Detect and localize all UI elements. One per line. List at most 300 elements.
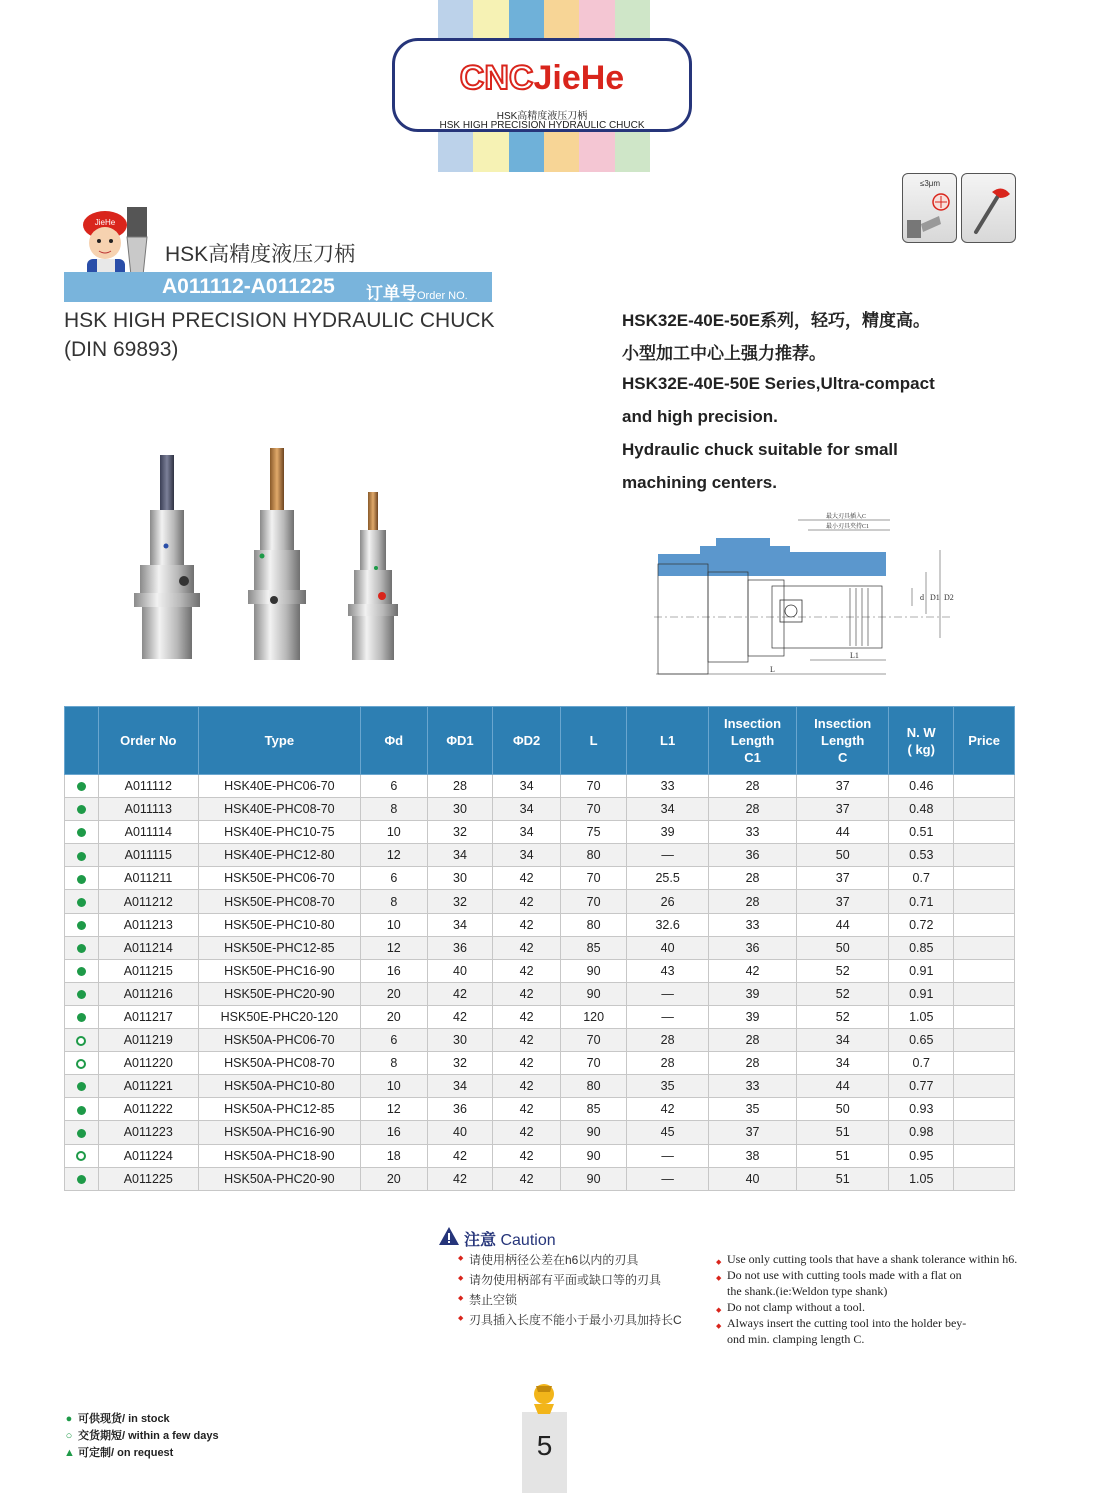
table-cell: HSK50A-PHC10-80 <box>198 1075 360 1098</box>
table-cell: 34 <box>427 913 493 936</box>
description-cn-line2: 小型加工中心上强力推荐。 <box>622 344 826 363</box>
table-cell: 39 <box>708 982 796 1005</box>
header-line: Length <box>730 733 775 748</box>
table-cell: 34 <box>493 775 561 798</box>
table-cell: A011112 <box>98 775 198 798</box>
table-cell: 25.5 <box>627 867 708 890</box>
caution-list-en <box>716 1251 1026 1347</box>
table-row <box>65 1005 1015 1028</box>
table-row <box>65 936 1015 959</box>
page-title-en: HSK HIGH PRECISION HYDRAULIC CHUCK <box>64 309 495 332</box>
description-en-line1: HSK32E-40E-50E Series,Ultra-compact <box>622 374 935 393</box>
table-cell: 35 <box>708 1098 796 1121</box>
description-en-line2: and high precision. <box>622 407 778 426</box>
table-cell: 0.46 <box>889 775 954 798</box>
table-cell: 50 <box>797 1098 889 1121</box>
table-cell: HSK50E-PHC08-70 <box>198 890 360 913</box>
stock-status-cell <box>65 1052 99 1075</box>
legend-few-days: ○ 交货期短/ within a few days <box>65 1430 219 1442</box>
table-cell: 30 <box>427 798 493 821</box>
table-cell <box>954 867 1015 890</box>
table-cell: 44 <box>797 821 889 844</box>
table-cell: 0.48 <box>889 798 954 821</box>
table-cell: 90 <box>560 959 627 982</box>
table-cell: 52 <box>797 982 889 1005</box>
table-cell <box>954 844 1015 867</box>
table-row <box>65 1052 1015 1075</box>
table-cell <box>954 1144 1015 1167</box>
table-cell: 85 <box>560 1098 627 1121</box>
caution-item-en: the shank.(ie:Weldon type shank) <box>727 1284 888 1298</box>
table-cell <box>954 890 1015 913</box>
table-cell: 30 <box>427 867 493 890</box>
table-cell: 39 <box>708 1005 796 1028</box>
table-cell: HSK50E-PHC16-90 <box>198 959 360 982</box>
caution-item-cn: ◆ 请使用柄径公差在h6以内的刃具 <box>458 1251 682 1271</box>
table-cell: 34 <box>493 798 561 821</box>
table-cell: 34 <box>427 844 493 867</box>
label-L: L <box>770 665 775 674</box>
caution-title-en: Caution <box>500 1232 556 1249</box>
table-cell <box>954 1052 1015 1075</box>
column-header: L <box>560 707 627 775</box>
table-cell: A011223 <box>98 1121 198 1144</box>
table-row <box>65 1098 1015 1121</box>
table-cell: 33 <box>708 1075 796 1098</box>
table-cell: 6 <box>360 867 427 890</box>
table-cell: A011220 <box>98 1052 198 1075</box>
table-cell: 42 <box>493 1029 561 1052</box>
table-cell: A011224 <box>98 1144 198 1167</box>
table-cell <box>954 959 1015 982</box>
table-cell: 0.95 <box>889 1144 954 1167</box>
legend-on-request-label: 可定制/ on request <box>78 1447 174 1459</box>
runout-accuracy-icon <box>902 173 957 243</box>
stock-status-cell <box>65 890 99 913</box>
table-cell: 6 <box>360 775 427 798</box>
table-cell: A011213 <box>98 913 198 936</box>
table-cell: 44 <box>797 913 889 936</box>
stock-status-cell <box>65 798 99 821</box>
table-cell <box>954 1121 1015 1144</box>
table-cell: 0.91 <box>889 959 954 982</box>
column-header <box>65 707 99 775</box>
in-stock-icon <box>77 898 86 907</box>
table-cell: 90 <box>560 1167 627 1190</box>
table-cell: 42 <box>493 867 561 890</box>
table-cell: 52 <box>797 959 889 982</box>
table-cell: A011212 <box>98 890 198 913</box>
table-cell: 34 <box>493 821 561 844</box>
table-row <box>65 1167 1015 1190</box>
header-line: Insection <box>814 716 872 731</box>
column-header: Order No <box>98 707 198 775</box>
header-line: Insection <box>723 716 782 731</box>
stock-status-cell <box>65 775 99 798</box>
in-stock-icon <box>77 944 86 953</box>
page-title-standard: (DIN 69893) <box>64 338 179 361</box>
label-D1: D1 <box>930 593 940 602</box>
column-header: Price <box>954 707 1015 775</box>
table-cell: 28 <box>427 775 493 798</box>
table-cell <box>954 982 1015 1005</box>
column-header <box>797 707 889 775</box>
stock-status-cell <box>65 1121 99 1144</box>
table-cell: 1.05 <box>889 1005 954 1028</box>
short-delivery-icon <box>76 1151 86 1161</box>
table-row <box>65 959 1015 982</box>
label-L1: L1 <box>850 651 859 660</box>
table-cell: 28 <box>708 1029 796 1052</box>
table-cell: 0.71 <box>889 890 954 913</box>
accuracy-label: ≤3μm <box>919 179 941 188</box>
in-stock-icon <box>77 921 86 930</box>
table-cell: HSK50A-PHC08-70 <box>198 1052 360 1075</box>
table-cell <box>954 798 1015 821</box>
table-cell: 38 <box>708 1144 796 1167</box>
table-cell <box>954 913 1015 936</box>
table-cell: 42 <box>427 1144 493 1167</box>
table-cell: A011215 <box>98 959 198 982</box>
table-cell: A011219 <box>98 1029 198 1052</box>
table-cell: 42 <box>493 936 561 959</box>
table-row <box>65 798 1015 821</box>
table-cell: 42 <box>493 1098 561 1121</box>
table-row <box>65 867 1015 890</box>
technical-drawing <box>650 510 960 680</box>
stock-status-cell <box>65 1005 99 1028</box>
table-row <box>65 1144 1015 1167</box>
table-cell: — <box>627 844 708 867</box>
stock-status-cell <box>65 844 99 867</box>
table-cell: 12 <box>360 1098 427 1121</box>
table-cell: 6 <box>360 1029 427 1052</box>
table-cell: — <box>627 982 708 1005</box>
table-cell: 36 <box>427 936 493 959</box>
table-cell: 0.77 <box>889 1075 954 1098</box>
legend-few-days-label: 交货期短/ within a few days <box>78 1430 219 1442</box>
table-cell: 34 <box>627 798 708 821</box>
legend-in-stock-label: 可供现货/ in stock <box>78 1413 170 1425</box>
table-cell: 37 <box>797 890 889 913</box>
table-cell: A011211 <box>98 867 198 890</box>
table-cell: A011113 <box>98 798 198 821</box>
table-cell: 33 <box>708 821 796 844</box>
table-cell: HSK50A-PHC12-85 <box>198 1098 360 1121</box>
in-stock-icon <box>77 1082 86 1091</box>
stock-status-cell <box>65 1029 99 1052</box>
brand-jiehe: JieHe <box>533 59 625 97</box>
table-cell: HSK40E-PHC06-70 <box>198 775 360 798</box>
logo-subtitle-en: HSK HIGH PRECISION HYDRAULIC CHUCK <box>439 120 645 131</box>
table-cell: HSK50E-PHC12-85 <box>198 936 360 959</box>
table-cell: 70 <box>560 890 627 913</box>
table-cell: 39 <box>627 821 708 844</box>
legend-in-stock: ● 可供现货/ in stock <box>65 1413 170 1425</box>
table-cell: 37 <box>708 1121 796 1144</box>
label-min-clamp: 最小刃具夹持C1 <box>826 524 870 530</box>
order-number-label <box>366 279 468 304</box>
in-stock-icon <box>77 1129 86 1138</box>
table-cell: 44 <box>797 1075 889 1098</box>
stock-status-cell <box>65 1075 99 1098</box>
table-cell: HSK50A-PHC16-90 <box>198 1121 360 1144</box>
table-cell: 50 <box>797 844 889 867</box>
table-cell: HSK50E-PHC10-80 <box>198 913 360 936</box>
table-header-row <box>65 707 1015 775</box>
table-cell: HSK50E-PHC20-90 <box>198 982 360 1005</box>
table-cell: 20 <box>360 982 427 1005</box>
table-cell: 28 <box>708 775 796 798</box>
table-cell: 0.65 <box>889 1029 954 1052</box>
caution-item-en: ◆ Do not use with cutting tools made with a flat on <box>716 1267 1026 1283</box>
table-cell: 90 <box>560 1144 627 1167</box>
table-cell: 42 <box>627 1098 708 1121</box>
table-cell: A011222 <box>98 1098 198 1121</box>
table-row <box>65 982 1015 1005</box>
footer-mascot-icon <box>528 1382 560 1416</box>
caution-item-en: ◆ Do not clamp without a tool. <box>716 1299 1026 1315</box>
table-cell: 42 <box>493 1144 561 1167</box>
table-cell <box>954 1098 1015 1121</box>
column-header: ΦD1 <box>427 707 493 775</box>
description-en-line3: Hydraulic chuck suitable for small <box>622 440 898 459</box>
table-cell: 42 <box>493 1075 561 1098</box>
table-cell: 42 <box>493 1121 561 1144</box>
table-cell <box>954 821 1015 844</box>
table-cell: 43 <box>627 959 708 982</box>
stock-status-cell <box>65 867 99 890</box>
table-cell: 0.53 <box>889 844 954 867</box>
stock-status-cell <box>65 1098 99 1121</box>
table-cell: 32 <box>427 1052 493 1075</box>
table-cell <box>954 775 1015 798</box>
table-cell: 42 <box>493 1167 561 1190</box>
table-cell: 1.05 <box>889 1167 954 1190</box>
caution-item-en: ◆ Use only cutting tools that have a shank tolerance within h6. <box>716 1251 1026 1267</box>
table-cell: 32.6 <box>627 913 708 936</box>
caution-list-cn <box>458 1251 682 1331</box>
in-stock-icon <box>77 805 86 814</box>
table-cell <box>954 1075 1015 1098</box>
table-cell: HSK50A-PHC06-70 <box>198 1029 360 1052</box>
label-D2: D2 <box>944 593 954 602</box>
table-cell <box>954 936 1015 959</box>
table-cell: 40 <box>627 936 708 959</box>
table-cell: A011221 <box>98 1075 198 1098</box>
table-cell: 33 <box>627 775 708 798</box>
caution-item-en: ond min. clamping length C. <box>727 1332 865 1346</box>
caution-title-cn: 注意 <box>464 1232 497 1249</box>
table-cell: 8 <box>360 890 427 913</box>
table-cell: 0.91 <box>889 982 954 1005</box>
label-d: d <box>920 593 924 602</box>
order-label-cn: 订单号 <box>366 284 417 303</box>
table-cell: A011114 <box>98 821 198 844</box>
table-cell: HSK40E-PHC08-70 <box>198 798 360 821</box>
table-cell: 36 <box>708 844 796 867</box>
table-cell: 90 <box>560 1121 627 1144</box>
stock-status-cell <box>65 1167 99 1190</box>
column-header: L1 <box>627 707 708 775</box>
table-cell: — <box>627 1167 708 1190</box>
table-cell: HSK50E-PHC20-120 <box>198 1005 360 1028</box>
table-cell: 70 <box>560 798 627 821</box>
order-label-en: Order NO. <box>417 290 468 302</box>
column-header: Φd <box>360 707 427 775</box>
table-cell: 16 <box>360 959 427 982</box>
table-cell: 34 <box>493 844 561 867</box>
table-cell: 0.7 <box>889 867 954 890</box>
column-header <box>889 707 954 775</box>
table-cell: HSK50A-PHC20-90 <box>198 1167 360 1190</box>
table-cell: 32 <box>427 890 493 913</box>
table-cell: 32 <box>427 821 493 844</box>
table-cell: 0.72 <box>889 913 954 936</box>
table-cell: 42 <box>427 1005 493 1028</box>
description-en-line4: machining centers. <box>622 473 777 492</box>
table-cell: A011115 <box>98 844 198 867</box>
table-row <box>65 821 1015 844</box>
table-cell: 45 <box>627 1121 708 1144</box>
table-cell: 28 <box>627 1029 708 1052</box>
spec-table <box>64 706 1015 1191</box>
table-cell: 34 <box>427 1075 493 1098</box>
stock-status-cell <box>65 913 99 936</box>
table-cell: 30 <box>427 1029 493 1052</box>
warning-icon <box>438 1226 460 1246</box>
table-cell: 28 <box>708 867 796 890</box>
table-cell: 36 <box>427 1098 493 1121</box>
page-number: 5 <box>536 1430 553 1461</box>
table-cell: 51 <box>797 1121 889 1144</box>
table-cell: 33 <box>708 913 796 936</box>
table-cell: 120 <box>560 1005 627 1028</box>
table-cell: 80 <box>560 1075 627 1098</box>
stock-status-cell <box>65 959 99 982</box>
description-cn-line1: HSK32E-40E-50E系列，轻巧，精度高。 <box>622 311 930 330</box>
table-cell: 28 <box>708 798 796 821</box>
header-line: C1 <box>744 750 761 765</box>
table-cell: 37 <box>797 775 889 798</box>
table-cell: 28 <box>708 1052 796 1075</box>
table-cell: 90 <box>560 982 627 1005</box>
table-row <box>65 1029 1015 1052</box>
in-stock-icon <box>77 1106 86 1115</box>
table-row <box>65 844 1015 867</box>
table-cell: 50 <box>797 936 889 959</box>
caution-item-cn: ◆ 请勿使用柄部有平面或缺口等的刃具 <box>458 1271 682 1291</box>
table-cell: 20 <box>360 1167 427 1190</box>
header-line: Length <box>821 733 865 748</box>
mascot-cap-text: JieHe <box>94 218 116 227</box>
table-cell: A011225 <box>98 1167 198 1190</box>
table-cell: 70 <box>560 1029 627 1052</box>
table-cell: 12 <box>360 844 427 867</box>
column-header: ΦD2 <box>493 707 561 775</box>
stock-status-cell <box>65 936 99 959</box>
table-cell: 42 <box>493 1052 561 1075</box>
table-cell: 40 <box>427 959 493 982</box>
table-cell: 36 <box>708 936 796 959</box>
table-cell: HSK50E-PHC06-70 <box>198 867 360 890</box>
table-cell: 70 <box>560 775 627 798</box>
column-header: Type <box>198 707 360 775</box>
table-cell: HSK40E-PHC12-80 <box>198 844 360 867</box>
table-cell: 51 <box>797 1144 889 1167</box>
caution-item-en: ◆ Always insert the cutting tool into the holder bey- <box>716 1315 1026 1331</box>
table-cell: 80 <box>560 913 627 936</box>
column-header <box>708 707 796 775</box>
table-cell: 42 <box>427 1167 493 1190</box>
table-cell: A011216 <box>98 982 198 1005</box>
table-cell: 28 <box>708 890 796 913</box>
brand-cnc: CNC <box>459 59 534 97</box>
brand-logo <box>392 38 692 132</box>
table-row <box>65 775 1015 798</box>
table-cell: 52 <box>797 1005 889 1028</box>
table-cell <box>954 1029 1015 1052</box>
table-cell: 35 <box>627 1075 708 1098</box>
stock-status-cell <box>65 1144 99 1167</box>
table-cell: 42 <box>493 1005 561 1028</box>
page-title-cn: HSK高精度液压刀柄 <box>165 243 356 266</box>
in-stock-icon <box>77 967 86 976</box>
table-cell: 0.7 <box>889 1052 954 1075</box>
caution-title <box>464 1227 556 1250</box>
table-cell: 16 <box>360 1121 427 1144</box>
table-cell: 51 <box>797 1167 889 1190</box>
in-stock-icon <box>77 782 86 791</box>
table-cell: 8 <box>360 1052 427 1075</box>
table-cell: HSK50A-PHC18-90 <box>198 1144 360 1167</box>
table-body <box>65 775 1015 1191</box>
header-line: N. W <box>906 724 936 740</box>
stock-status-cell <box>65 821 99 844</box>
table-cell: 42 <box>493 959 561 982</box>
legend-on-request: ▲ 可定制/ on request <box>64 1447 174 1459</box>
in-stock-icon <box>77 990 86 999</box>
header-line: ( kg) <box>907 741 935 757</box>
table-cell: 34 <box>797 1052 889 1075</box>
table-cell: 42 <box>708 959 796 982</box>
table-cell: 10 <box>360 913 427 936</box>
caution-item-cn: ◆ 禁止空锁 <box>458 1291 682 1311</box>
table-cell: 42 <box>493 890 561 913</box>
stock-status-cell <box>65 982 99 1005</box>
in-stock-icon <box>77 1175 86 1184</box>
in-stock-icon <box>77 852 86 861</box>
caution-item-cn: ◆ 刃具插入长度不能小于最小刃具加持长C <box>458 1311 682 1331</box>
table-cell: 20 <box>360 1005 427 1028</box>
table-cell: 70 <box>560 867 627 890</box>
table-cell: — <box>627 1144 708 1167</box>
table-row <box>65 913 1015 936</box>
table-cell: A011214 <box>98 936 198 959</box>
table-cell: 0.85 <box>889 936 954 959</box>
header-line: C <box>838 750 848 765</box>
short-delivery-icon <box>76 1036 86 1046</box>
in-stock-icon <box>77 875 86 884</box>
table-cell: — <box>627 1005 708 1028</box>
table-cell: 12 <box>360 936 427 959</box>
table-cell: 42 <box>493 913 561 936</box>
brand-wordmark <box>395 59 689 98</box>
table-row <box>65 1075 1015 1098</box>
table-cell: 26 <box>627 890 708 913</box>
table-cell: 70 <box>560 1052 627 1075</box>
table-cell: 18 <box>360 1144 427 1167</box>
